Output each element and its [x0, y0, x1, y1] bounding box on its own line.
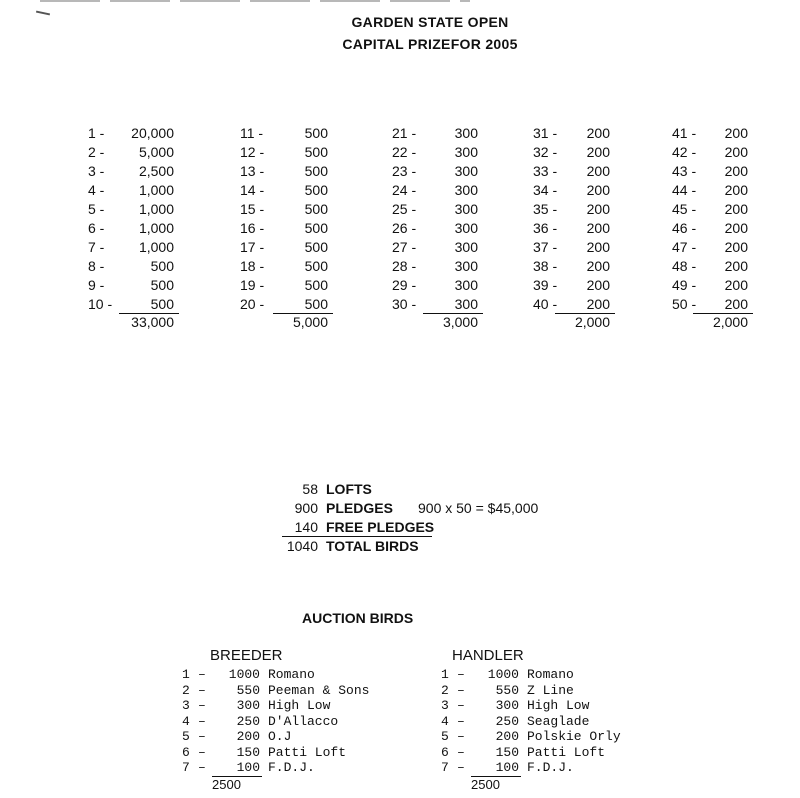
- dash-separator: –: [457, 744, 465, 760]
- prize-amount: 20,000: [131, 125, 174, 141]
- prize-place: 28 -: [392, 258, 417, 274]
- prize-place: 2 -: [88, 144, 105, 160]
- auction-amount: 200: [236, 729, 260, 744]
- prize-place: 9 -: [88, 277, 105, 293]
- auction-rank: 6: [182, 744, 190, 760]
- auction-loft-name: Patti Loft: [268, 744, 347, 760]
- prize-place: 50 -: [672, 296, 697, 312]
- prize-place: 12 -: [240, 144, 265, 160]
- pledges-count: 900: [294, 500, 318, 516]
- prize-place: 17 -: [240, 239, 265, 255]
- prize-amount: 200: [724, 296, 748, 312]
- prize-amount: 300: [454, 201, 478, 217]
- summary-rule: [282, 536, 432, 537]
- prize-column-total: 3,000: [442, 314, 478, 330]
- prize-amount: 200: [724, 277, 748, 293]
- auction-rank: 5: [441, 729, 449, 744]
- dash-separator: –: [198, 713, 206, 729]
- prize-amount: 5,000: [138, 144, 174, 160]
- auction-amount: 1000: [228, 667, 260, 682]
- prize-amount: 500: [304, 201, 328, 217]
- total-birds-count: 1040: [286, 538, 318, 554]
- dash-separator: –: [457, 729, 465, 744]
- auction-amount: 100: [236, 760, 260, 775]
- prize-place: 38 -: [533, 258, 558, 274]
- prize-place: 7 -: [88, 239, 105, 255]
- prize-amount: 300: [454, 182, 478, 198]
- prize-amount: 500: [304, 144, 328, 160]
- auction-rank: 4: [441, 713, 449, 729]
- prize-place: 3 -: [88, 163, 105, 179]
- auction-loft-name: Polskie Orly: [527, 729, 621, 744]
- auction-loft-name: Romano: [268, 667, 315, 682]
- prize-amount: 500: [304, 125, 328, 141]
- prize-place: 45 -: [672, 201, 697, 217]
- auction-amount: 250: [236, 713, 260, 729]
- prize-amount: 200: [586, 239, 610, 255]
- pledges-label: PLEDGES: [326, 500, 393, 516]
- prize-place: 5 -: [88, 201, 105, 217]
- prize-place: 11 -: [240, 125, 264, 141]
- handler-header: HANDLER: [452, 647, 524, 664]
- prize-place: 41 -: [672, 125, 697, 141]
- prize-amount: 200: [724, 220, 748, 236]
- prize-amount: 200: [724, 125, 748, 141]
- free-pledges-label: FREE PLEDGES: [326, 519, 435, 535]
- dash-separator: –: [198, 667, 206, 682]
- prize-amount: 1,000: [138, 239, 174, 255]
- prize-amount: 200: [724, 163, 748, 179]
- auction-loft-name: High Low: [527, 698, 590, 713]
- auction-loft-name: Romano: [527, 667, 574, 682]
- dash-separator: –: [457, 698, 465, 713]
- prize-amount: 200: [586, 125, 610, 141]
- prize-amount: 200: [724, 258, 748, 274]
- scan-artifact-line: [40, 0, 470, 2]
- dash-separator: –: [198, 729, 206, 744]
- auction-total: 2500: [471, 776, 500, 792]
- prize-place: 14 -: [240, 182, 265, 198]
- prize-amount: 200: [586, 220, 610, 236]
- total-birds-label: TOTAL BIRDS: [326, 538, 419, 554]
- prize-amount: 200: [586, 182, 610, 198]
- prize-place: 49 -: [672, 277, 697, 293]
- prize-column-total: 33,000: [131, 314, 174, 330]
- prize-place: 8 -: [88, 258, 105, 274]
- auction-rank: 1: [182, 667, 190, 682]
- prize-place: 20 -: [240, 296, 265, 312]
- auction-loft-name: Z Line: [527, 682, 574, 698]
- prize-amount: 200: [724, 239, 748, 255]
- prize-place: 40 -: [533, 296, 558, 312]
- prize-place: 39 -: [533, 277, 558, 293]
- prize-amount: 300: [454, 125, 478, 141]
- dash-separator: –: [198, 682, 206, 698]
- auction-rank: 6: [441, 744, 449, 760]
- auction-amount: 150: [236, 744, 260, 760]
- prize-amount: 200: [586, 296, 610, 312]
- prize-amount: 2,500: [138, 163, 174, 179]
- auction-amount: 250: [495, 713, 519, 729]
- auction-amount: 300: [495, 698, 519, 713]
- auction-loft-name: Patti Loft: [527, 744, 606, 760]
- prize-place: 31 -: [533, 125, 558, 141]
- prize-place: 27 -: [392, 239, 417, 255]
- prize-amount: 500: [150, 277, 174, 293]
- auction-amount: 550: [495, 682, 519, 698]
- prize-place: 29 -: [392, 277, 417, 293]
- prize-amount: 200: [724, 144, 748, 160]
- auction-rank: 3: [441, 698, 449, 713]
- prize-place: 43 -: [672, 163, 697, 179]
- prize-place: 32 -: [533, 144, 558, 160]
- auction-loft-name: D'Allacco: [268, 713, 339, 729]
- auction-loft-name: O.J: [268, 729, 292, 744]
- prize-amount: 500: [304, 163, 328, 179]
- prize-amount: 200: [724, 182, 748, 198]
- auction-rank: 7: [182, 760, 190, 775]
- prize-place: 34 -: [533, 182, 558, 198]
- auction-loft-name: F.D.J.: [527, 760, 574, 775]
- prize-place: 1 -: [88, 125, 105, 141]
- prize-place: 21 -: [392, 125, 417, 141]
- auction-loft-name: Seaglade: [527, 713, 590, 729]
- free-pledges-count: 140: [294, 519, 318, 535]
- prize-column-total: 2,000: [574, 314, 610, 330]
- prize-amount: 300: [454, 239, 478, 255]
- prize-place: 18 -: [240, 258, 265, 274]
- auction-title: AUCTION BIRDS: [302, 610, 414, 626]
- prize-amount: 200: [724, 201, 748, 217]
- dash-separator: –: [198, 698, 206, 713]
- auction-amount: 200: [495, 729, 519, 744]
- prize-place: 15 -: [240, 201, 265, 217]
- auction-amount: 100: [495, 760, 519, 775]
- prize-amount: 500: [304, 239, 328, 255]
- prize-amount: 200: [586, 163, 610, 179]
- prize-place: 33 -: [533, 163, 558, 179]
- prize-place: 47 -: [672, 239, 697, 255]
- prize-place: 36 -: [533, 220, 558, 236]
- prize-amount: 500: [304, 277, 328, 293]
- auction-loft-name: F.D.J.: [268, 760, 315, 775]
- prize-place: 42 -: [672, 144, 697, 160]
- auction-rank: 1: [441, 667, 449, 682]
- pledges-calculation: 900 x 50 = $45,000: [418, 500, 539, 516]
- prize-amount: 500: [304, 296, 328, 312]
- auction-loft-name: Peeman & Sons: [268, 682, 370, 698]
- auction-total: 2500: [212, 776, 241, 792]
- prize-amount: 200: [586, 258, 610, 274]
- prize-place: 46 -: [672, 220, 697, 236]
- prize-amount: 200: [586, 277, 610, 293]
- prize-place: 16 -: [240, 220, 265, 236]
- prize-amount: 500: [304, 220, 328, 236]
- dash-separator: –: [198, 744, 206, 760]
- prize-amount: 300: [454, 220, 478, 236]
- prize-place: 24 -: [392, 182, 417, 198]
- prize-place: 19 -: [240, 277, 265, 293]
- auction-amount: 550: [236, 682, 260, 698]
- prize-place: 13 -: [240, 163, 265, 179]
- prize-column-total: 5,000: [292, 314, 328, 330]
- prize-amount: 500: [304, 258, 328, 274]
- prize-place: 35 -: [533, 201, 558, 217]
- prize-place: 22 -: [392, 144, 417, 160]
- prize-amount: 500: [150, 296, 174, 312]
- prize-place: 44 -: [672, 182, 697, 198]
- prize-place: 4 -: [88, 182, 105, 198]
- prize-amount: 300: [454, 296, 478, 312]
- document-title: GARDEN STATE OPEN: [351, 14, 509, 30]
- prize-amount: 1,000: [138, 220, 174, 236]
- prize-place: 10 -: [88, 296, 113, 312]
- auction-rank: 2: [182, 682, 190, 698]
- auction-rank: 7: [441, 760, 449, 775]
- prize-amount: 200: [586, 201, 610, 217]
- dash-separator: –: [457, 760, 465, 775]
- prize-amount: 300: [454, 277, 478, 293]
- dash-separator: –: [198, 760, 206, 775]
- prize-amount: 500: [304, 182, 328, 198]
- auction-amount: 300: [236, 698, 260, 713]
- prize-amount: 300: [454, 163, 478, 179]
- prize-place: 37 -: [533, 239, 558, 255]
- prize-place: 23 -: [392, 163, 417, 179]
- dash-separator: –: [457, 667, 465, 682]
- prize-place: 6 -: [88, 220, 105, 236]
- prize-amount: 1,000: [138, 201, 174, 217]
- prize-amount: 1,000: [138, 182, 174, 198]
- dash-separator: –: [457, 682, 465, 698]
- prize-place: 26 -: [392, 220, 417, 236]
- auction-amount: 1000: [487, 667, 519, 682]
- auction-rank: 4: [182, 713, 190, 729]
- prize-place: 30 -: [392, 296, 417, 312]
- prize-column-total: 2,000: [712, 314, 748, 330]
- prize-amount: 200: [586, 144, 610, 160]
- prize-place: 48 -: [672, 258, 697, 274]
- auction-amount: 150: [495, 744, 519, 760]
- prize-place: 25 -: [392, 201, 417, 217]
- breeder-header: BREEDER: [210, 647, 283, 664]
- lofts-count: 58: [302, 481, 318, 497]
- auction-rank: 5: [182, 729, 190, 744]
- dash-separator: –: [457, 713, 465, 729]
- prize-amount: 500: [150, 258, 174, 274]
- prize-amount: 300: [454, 258, 478, 274]
- auction-rank: 3: [182, 698, 190, 713]
- document-subtitle: CAPITAL PRIZEFOR 2005: [342, 36, 518, 52]
- auction-loft-name: High Low: [268, 698, 331, 713]
- prize-amount: 300: [454, 144, 478, 160]
- auction-rank: 2: [441, 682, 449, 698]
- lofts-label: LOFTS: [326, 481, 372, 497]
